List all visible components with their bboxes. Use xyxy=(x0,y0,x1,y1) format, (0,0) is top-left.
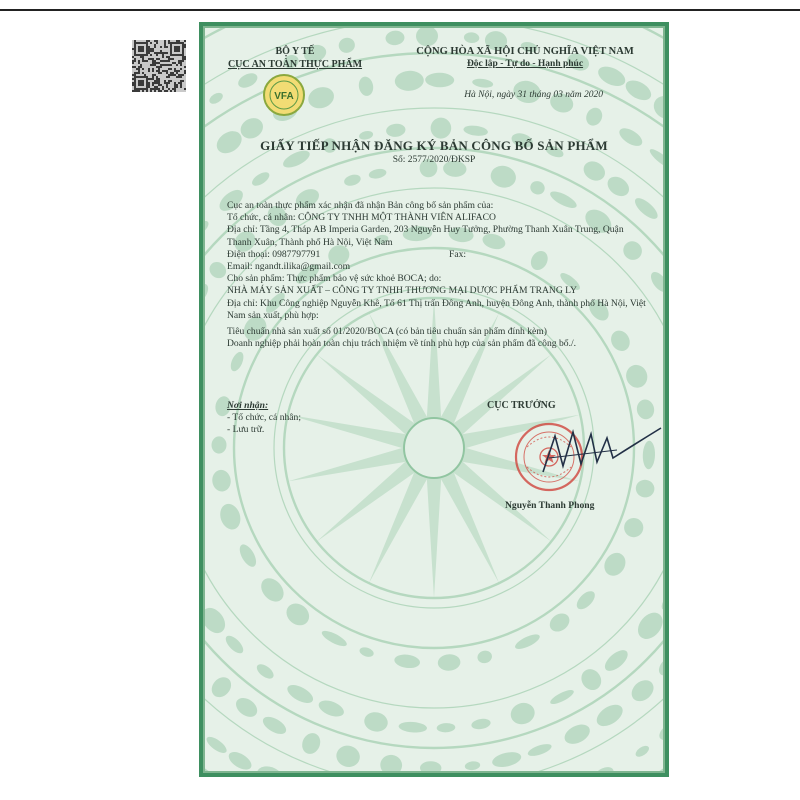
standard-line: Tiêu chuẩn nhà sản xuất số 01/2020/BOCA (có bản tiêu chuẩn sản phẩm đính kèm) xyxy=(227,326,547,338)
organization-line: Tổ chức, cá nhân: CÔNG TY TNHH MỘT THÀNH VIÊN ALIFACO xyxy=(227,212,496,224)
document-number: Số: 2577/2020/ĐKSP xyxy=(392,155,476,165)
motto: Độc lập - Tự do - Hạnh phúc xyxy=(466,59,584,69)
header-ministry xyxy=(205,45,385,71)
certificate-paper xyxy=(203,26,665,773)
intro-text: Cục an toàn thực phẩm xác nhận đã nhận Bản công bố sản phẩm của: xyxy=(227,200,494,211)
ministry-name: BỘ Y TẾ xyxy=(275,46,315,57)
recipients-label: Nơi nhận: xyxy=(227,400,269,411)
department-name: CỤC AN TOÀN THỰC PHẨM xyxy=(227,59,363,70)
svg-text:VFA: VFA xyxy=(274,91,294,102)
manufacturer-address: Địa chỉ: Khu Công nghiệp Nguyễn Khê, Tổ 61 Thị trấn Đông Anh, huyện Đông Anh, thành phố Hà Nội, Việt Nam sản xuất, phù hợp: xyxy=(227,297,646,321)
qr-code[interactable] xyxy=(132,40,186,92)
signer-name: Nguyễn Thanh Phong xyxy=(505,500,595,511)
phone-number: Điện thoại: 0987797791 xyxy=(227,248,321,260)
email-line: Email: ngandt.ilika@gmail.com xyxy=(227,261,351,273)
handwritten-signature xyxy=(525,414,665,494)
country-name: CỘNG HÒA XÃ HỘI CHỦ NGHĨA VIỆT NAM xyxy=(416,46,634,57)
organization-address: Địa chỉ: Tầng 4, Tháp AB Imperia Garden, 203 Nguyễn Huy Tưởng, Phường Thanh Xuân Trung, Quận Thanh Xuân, Thành phố Hà Nội, Việt Nam xyxy=(227,224,624,248)
certificate-frame xyxy=(199,22,669,777)
responsibility-line: Doanh nghiệp phải hoàn toàn chịu trách nhiệm về tính phù hợp của sản phẩm đã công bố./. xyxy=(227,338,577,350)
issue-date: Hà Nội, ngày 31 tháng 03 năm 2020 xyxy=(464,90,603,100)
recipient-item: - Tổ chức, cá nhân; xyxy=(227,412,302,423)
signer-position: CỤC TRƯỞNG xyxy=(487,400,556,411)
vfa-logo-icon xyxy=(261,72,307,118)
contact-line xyxy=(227,249,647,261)
product-line: Cho sản phẩm: Thực phẩm bảo vệ sức khoẻ BOCA; do: xyxy=(227,273,442,285)
manufacturer-name: NHÀ MÁY SẢN XUẤT – CÔNG TY TNHH THƯƠNG MẠI DƯỢC PHẨM TRANG LY xyxy=(227,285,577,297)
fax-label: Fax: xyxy=(449,248,467,260)
recipient-item: - Lưu trữ. xyxy=(227,424,265,435)
recipients-block xyxy=(227,400,301,436)
header-national-motto xyxy=(380,45,665,71)
document-body xyxy=(227,200,647,350)
top-divider-line xyxy=(0,9,800,11)
document-title: GIẤY TIẾP NHẬN ĐĂNG KÝ BẢN CÔNG BỐ SẢN PHẨM xyxy=(260,138,608,153)
